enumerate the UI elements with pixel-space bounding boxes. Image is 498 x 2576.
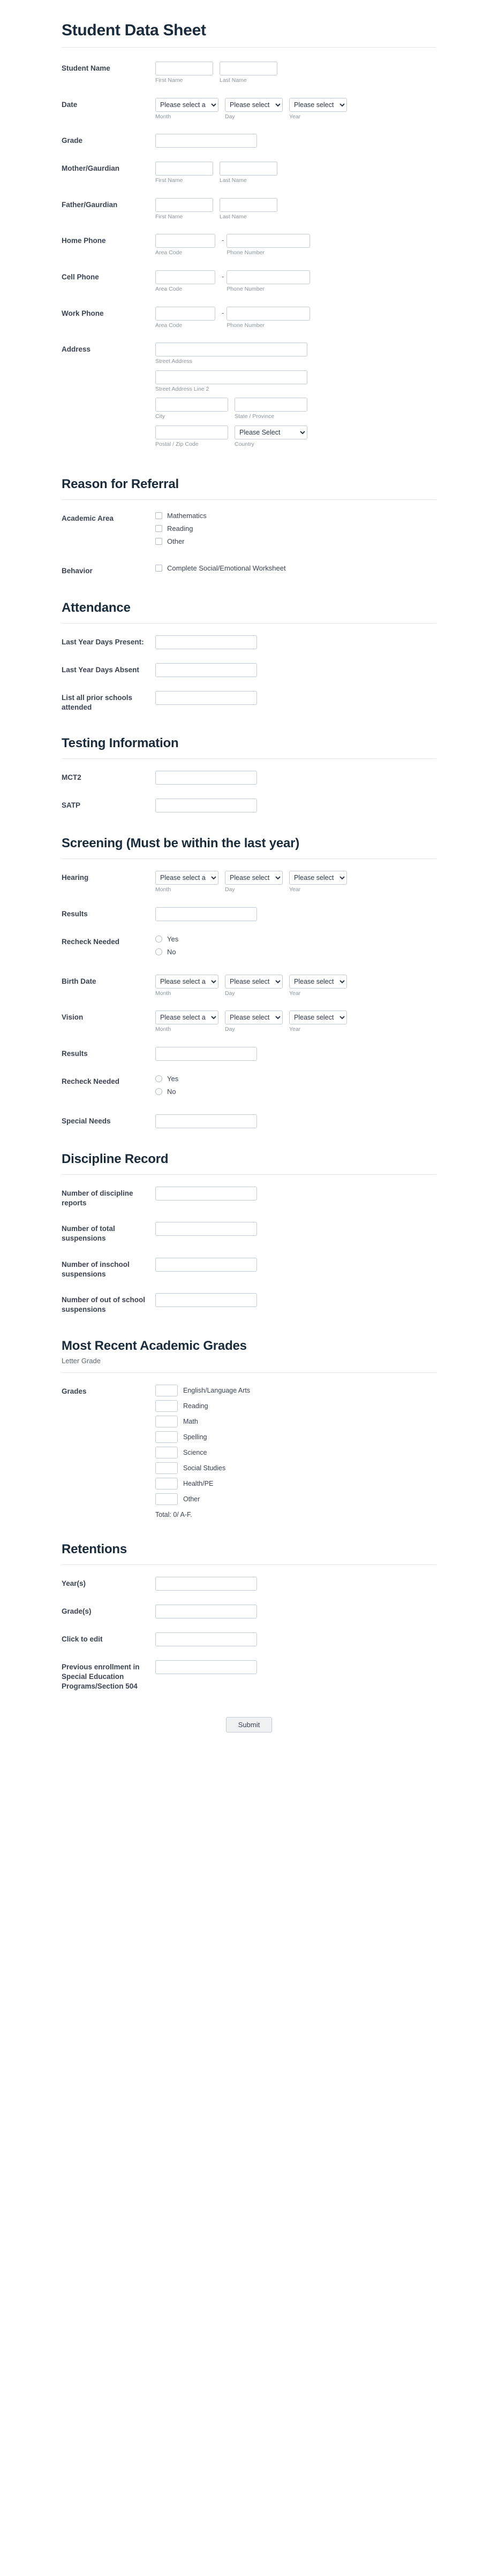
field-row-vision-results	[62, 1047, 436, 1061]
field-row-hearing-recheck	[62, 935, 436, 961]
label-mct2: MCT2	[62, 773, 81, 781]
section-heading-attendance: Attendance	[62, 600, 131, 615]
label-satp: SATP	[62, 801, 81, 809]
radio-hearing-recheck-no[interactable]	[155, 948, 436, 956]
field-row-vision	[62, 1010, 436, 1033]
label-father-guardian: Father/Gaurdian	[62, 200, 118, 209]
country-select[interactable]	[235, 425, 307, 439]
grade-input[interactable]	[155, 134, 257, 148]
address-fields	[155, 343, 436, 453]
retention-grades-fields	[155, 1605, 436, 1618]
checkbox-academic-reading[interactable]	[155, 525, 436, 533]
retention-years-fields	[155, 1577, 436, 1591]
inschool-suspensions-fields	[155, 1258, 436, 1272]
field-row-work-phone	[62, 307, 436, 329]
hearing-year-select[interactable]	[289, 871, 347, 885]
grade-subject-label: English/Language Arts	[183, 1386, 251, 1394]
sublabel-year: Year	[289, 113, 301, 120]
click-to-edit-fields	[155, 1632, 436, 1646]
field-row-days-absent	[62, 663, 436, 677]
radio-label: No	[167, 1087, 176, 1096]
grade-fields	[155, 134, 436, 148]
vision-results-input[interactable]	[155, 1047, 257, 1061]
sublabel-month: Month	[155, 113, 171, 120]
birth-day-select[interactable]	[225, 975, 283, 989]
label-num-out-of-school-suspensions: Number of out of school suspensions	[62, 1296, 145, 1314]
home-phone-number-input[interactable]	[227, 234, 310, 248]
grade-subject-label: Reading	[183, 1402, 208, 1410]
birth-date-fields	[155, 975, 436, 997]
sublabel-month: Month	[155, 990, 171, 997]
student-name-fields	[155, 62, 436, 84]
label-prior-schools: List all prior schools attended	[62, 693, 133, 711]
total-suspensions-fields	[155, 1222, 436, 1236]
checkbox-label: Other	[167, 537, 185, 545]
postal-zip-input[interactable]	[155, 425, 228, 439]
grade-subject-label: Spelling	[183, 1433, 207, 1441]
grade-row-english	[155, 1385, 436, 1396]
sublabel-day: Day	[225, 1026, 235, 1033]
checkbox-label: Mathematics	[167, 511, 207, 520]
section-divider-testing	[62, 758, 436, 759]
page-title: Student Data Sheet	[62, 21, 206, 39]
mother-guardian-fields	[155, 162, 436, 184]
field-row-retention-grades	[62, 1605, 436, 1618]
inschool-suspensions-input[interactable]	[155, 1258, 257, 1272]
prior-schools-input[interactable]	[155, 691, 257, 705]
work-phone-fields	[155, 307, 436, 329]
section-divider-referral	[62, 499, 436, 500]
section-heading-discipline: Discipline Record	[62, 1151, 169, 1166]
section-divider-grades	[62, 1372, 436, 1373]
phone-dash-separator: -	[222, 272, 224, 280]
hearing-month-select[interactable]	[155, 871, 218, 885]
retention-years-input[interactable]	[155, 1577, 257, 1591]
label-vision-recheck-needed: Recheck Needed	[62, 1077, 120, 1085]
cell-phone-area-code-input[interactable]	[155, 270, 215, 284]
title-divider	[62, 47, 436, 48]
home-phone-area-code-input[interactable]	[155, 234, 215, 248]
checkbox-icon[interactable]	[155, 565, 162, 572]
sublabel-last-name: Last Name	[220, 177, 247, 184]
field-row-academic-area	[62, 512, 436, 550]
out-of-school-suspensions-fields	[155, 1293, 436, 1307]
street-address-2-input[interactable]	[155, 370, 307, 384]
field-row-hearing	[62, 871, 436, 893]
grade-row-spelling	[155, 1431, 436, 1443]
grade-input-math[interactable]	[155, 1416, 178, 1427]
click-to-edit-input[interactable]	[155, 1632, 257, 1646]
days-absent-input[interactable]	[155, 663, 257, 677]
field-row-grades	[62, 1385, 436, 1518]
satp-fields	[155, 799, 436, 812]
radio-label: No	[167, 947, 176, 956]
cell-phone-fields	[155, 270, 436, 293]
date-day-select[interactable]	[225, 98, 283, 112]
radio-vision-recheck-yes[interactable]	[155, 1075, 436, 1083]
discipline-reports-fields	[155, 1187, 436, 1200]
sublabel-street-address-2: Street Address Line 2	[155, 385, 209, 392]
section-subtext-grades: Letter Grade	[62, 1356, 101, 1365]
sublabel-phone-number: Phone Number	[227, 249, 265, 256]
sublabel-postal-zip: Postal / Zip Code	[155, 440, 199, 447]
label-academic-area: Academic Area	[62, 514, 114, 522]
grade-subject-label: Math	[183, 1417, 198, 1425]
section-divider-discipline	[62, 1174, 436, 1175]
grade-input-science[interactable]	[155, 1447, 178, 1458]
sublabel-year: Year	[289, 1026, 301, 1033]
label-mother-guardian: Mother/Gaurdian	[62, 164, 120, 173]
checkbox-icon[interactable]	[155, 525, 162, 532]
radio-vision-recheck-no[interactable]	[155, 1088, 436, 1096]
father-last-name-input[interactable]	[220, 198, 277, 212]
section-divider-retentions	[62, 1564, 436, 1565]
retention-grades-input[interactable]	[155, 1605, 257, 1618]
home-phone-fields	[155, 234, 436, 256]
street-address-input[interactable]	[155, 343, 307, 356]
grade-subject-label: Health/PE	[183, 1479, 214, 1487]
hearing-date-fields	[155, 871, 436, 893]
mother-last-name-input[interactable]	[220, 162, 277, 176]
grade-row-other	[155, 1493, 436, 1505]
date-year-select[interactable]	[289, 98, 347, 112]
sublabel-city: City	[155, 413, 165, 420]
grade-subject-label: Science	[183, 1448, 207, 1456]
previous-enrollment-fields	[155, 1660, 436, 1674]
label-cell-phone: Cell Phone	[62, 272, 99, 281]
sublabel-year: Year	[289, 886, 301, 893]
label-num-discipline-reports: Number of discipline reports	[62, 1189, 133, 1207]
grade-row-reading	[155, 1400, 436, 1412]
checkbox-academic-mathematics[interactable]	[155, 512, 436, 520]
label-grade: Grade	[62, 136, 83, 145]
student-data-sheet-form	[62, 0, 436, 1765]
section-heading-testing: Testing Information	[62, 735, 179, 750]
label-vision-results: Results	[62, 1049, 88, 1058]
date-fields	[155, 98, 436, 120]
field-row-total-suspensions	[62, 1222, 436, 1243]
field-row-previous-enrollment	[62, 1660, 436, 1692]
section-heading-grades: Most Recent Academic Grades	[62, 1338, 247, 1353]
field-row-out-of-school-suspensions	[62, 1293, 436, 1314]
label-special-needs: Special Needs	[62, 1116, 111, 1125]
label-work-phone: Work Phone	[62, 309, 104, 317]
checkbox-academic-other[interactable]	[155, 537, 436, 545]
state-province-input[interactable]	[235, 398, 307, 412]
grade-row-social-studies	[155, 1462, 436, 1474]
prior-schools-fields	[155, 691, 436, 705]
hearing-day-select[interactable]	[225, 871, 283, 885]
cell-phone-number-input[interactable]	[227, 270, 310, 284]
sublabel-street-address: Street Address	[155, 358, 192, 365]
radio-icon[interactable]	[155, 936, 162, 943]
field-row-grade	[62, 134, 436, 148]
sublabel-day: Day	[225, 113, 235, 120]
label-birth-date: Birth Date	[62, 977, 96, 985]
label-last-year-days-present: Last Year Days Present:	[62, 637, 144, 646]
label-behavior: Behavior	[62, 566, 93, 575]
father-guardian-fields	[155, 198, 436, 221]
radio-label: Yes	[167, 1074, 179, 1083]
label-student-name: Student Name	[62, 64, 110, 72]
field-row-date	[62, 98, 436, 120]
father-first-name-input[interactable]	[155, 198, 213, 212]
hearing-results-input[interactable]	[155, 907, 257, 921]
grade-input-spelling[interactable]	[155, 1431, 178, 1443]
field-row-address	[62, 343, 436, 453]
section-heading-referral: Reason for Referral	[62, 476, 179, 491]
label-vision: Vision	[62, 1013, 84, 1022]
section-divider-attendance	[62, 623, 436, 624]
label-num-total-suspensions: Number of total suspensions	[62, 1225, 115, 1243]
work-phone-area-code-input[interactable]	[155, 307, 215, 321]
days-present-fields	[155, 635, 436, 649]
mct2-input[interactable]	[155, 771, 257, 785]
label-hearing-recheck-needed: Recheck Needed	[62, 937, 120, 946]
submit-row	[62, 1717, 436, 1732]
grade-input-social-studies[interactable]	[155, 1462, 178, 1474]
checkbox-label: Reading	[167, 524, 193, 533]
grade-input-reading[interactable]	[155, 1400, 178, 1412]
sublabel-last-name: Last Name	[220, 213, 247, 220]
field-row-behavior	[62, 564, 436, 577]
label-last-year-days-absent: Last Year Days Absent	[62, 665, 139, 674]
sublabel-month: Month	[155, 886, 171, 893]
label-grades: Grades	[62, 1387, 87, 1395]
work-phone-number-input[interactable]	[227, 307, 310, 321]
grade-total-text: Total: 0/ A-F.	[155, 1510, 192, 1518]
field-row-satp	[62, 799, 436, 812]
vision-date-fields	[155, 1010, 436, 1033]
sublabel-day: Day	[225, 990, 235, 997]
field-row-retention-years	[62, 1577, 436, 1591]
sublabel-country: Country	[235, 440, 254, 447]
satp-input[interactable]	[155, 799, 257, 812]
vision-day-select[interactable]	[225, 1010, 283, 1024]
special-needs-fields	[155, 1114, 436, 1128]
special-needs-input[interactable]	[155, 1114, 257, 1128]
label-hearing: Hearing	[62, 873, 89, 882]
radio-icon[interactable]	[155, 1075, 162, 1082]
behavior-checkbox-group	[155, 564, 436, 577]
section-divider-screening	[62, 858, 436, 859]
label-retention-grades: Grade(s)	[62, 1607, 92, 1615]
phone-dash-separator: -	[222, 308, 224, 317]
sublabel-phone-number: Phone Number	[227, 322, 265, 329]
radio-icon[interactable]	[155, 1088, 162, 1095]
out-of-school-suspensions-input[interactable]	[155, 1293, 257, 1307]
vision-results-fields	[155, 1047, 436, 1061]
grade-row-math	[155, 1416, 436, 1427]
birth-month-select[interactable]	[155, 975, 218, 989]
field-row-click-to-edit	[62, 1632, 436, 1646]
city-input[interactable]	[155, 398, 228, 412]
field-row-student-name	[62, 62, 436, 84]
grade-input-other[interactable]	[155, 1493, 178, 1505]
checkbox-icon[interactable]	[155, 538, 162, 545]
phone-dash-separator: -	[222, 236, 224, 245]
sublabel-area-code: Area Code	[155, 249, 183, 256]
sublabel-state-province: State / Province	[235, 413, 275, 420]
section-heading-screening: Screening (Must be within the last year)	[62, 835, 300, 850]
field-row-home-phone	[62, 234, 436, 256]
hearing-recheck-radio-group	[155, 935, 436, 961]
label-hearing-results: Results	[62, 909, 88, 918]
label-click-to-edit: Click to edit	[62, 1635, 103, 1643]
label-num-inschool-suspensions: Number of inschool suspensions	[62, 1260, 130, 1278]
label-home-phone: Home Phone	[62, 237, 106, 245]
grade-subject-label: Other	[183, 1495, 200, 1503]
field-row-vision-recheck	[62, 1075, 436, 1100]
field-row-days-present	[62, 635, 436, 649]
mct2-fields	[155, 771, 436, 785]
vision-recheck-radio-group	[155, 1075, 436, 1100]
grades-subject-list	[155, 1385, 436, 1518]
field-row-birth-date	[62, 975, 436, 997]
sublabel-phone-number: Phone Number	[227, 285, 265, 292]
grade-input-english[interactable]	[155, 1385, 178, 1396]
field-row-mct2	[62, 771, 436, 785]
sublabel-first-name: First Name	[155, 77, 183, 83]
field-row-special-needs	[62, 1114, 436, 1128]
date-month-select[interactable]	[155, 98, 218, 112]
grade-input-health-pe[interactable]	[155, 1478, 178, 1490]
sublabel-day: Day	[225, 886, 235, 893]
hearing-results-fields	[155, 907, 436, 921]
radio-hearing-recheck-yes[interactable]	[155, 935, 436, 943]
academic-area-checkbox-group	[155, 512, 436, 550]
vision-year-select[interactable]	[289, 1010, 347, 1024]
sublabel-area-code: Area Code	[155, 322, 183, 329]
field-row-prior-schools	[62, 691, 436, 712]
radio-icon[interactable]	[155, 948, 162, 955]
discipline-reports-input[interactable]	[155, 1187, 257, 1200]
checkbox-behavior-social-emotional[interactable]	[155, 564, 436, 572]
sublabel-last-name: Last Name	[220, 77, 247, 83]
section-heading-retentions: Retentions	[62, 1541, 127, 1556]
total-suspensions-input[interactable]	[155, 1222, 257, 1236]
student-first-name-input[interactable]	[155, 62, 213, 75]
days-present-input[interactable]	[155, 635, 257, 649]
radio-label: Yes	[167, 934, 179, 943]
previous-enrollment-input[interactable]	[155, 1660, 257, 1674]
mother-first-name-input[interactable]	[155, 162, 213, 176]
checkbox-icon[interactable]	[155, 512, 162, 519]
sublabel-year: Year	[289, 990, 301, 997]
days-absent-fields	[155, 663, 436, 677]
field-row-cell-phone	[62, 270, 436, 293]
label-address: Address	[62, 345, 91, 354]
field-row-father-guardian	[62, 198, 436, 221]
field-row-hearing-results	[62, 907, 436, 921]
field-row-mother-guardian	[62, 162, 436, 184]
sublabel-month: Month	[155, 1026, 171, 1033]
submit-button[interactable]: Submit	[226, 1717, 272, 1732]
sublabel-area-code: Area Code	[155, 285, 183, 292]
checkbox-label: Complete Social/Emotional Worksheet	[167, 564, 286, 572]
field-row-inschool-suspensions	[62, 1258, 436, 1279]
label-retention-years: Year(s)	[62, 1579, 86, 1587]
grade-row-science	[155, 1447, 436, 1458]
grade-row-health-pe	[155, 1478, 436, 1490]
birth-year-select[interactable]	[289, 975, 347, 989]
sublabel-first-name: First Name	[155, 213, 183, 220]
sublabel-first-name: First Name	[155, 177, 183, 184]
student-last-name-input[interactable]	[220, 62, 277, 75]
vision-month-select[interactable]	[155, 1010, 218, 1024]
label-date: Date	[62, 100, 78, 109]
label-previous-enrollment: Previous enrollment in Special Education Programs/Section 504	[62, 1662, 140, 1690]
field-row-discipline-reports	[62, 1187, 436, 1208]
grade-subject-label: Social Studies	[183, 1464, 226, 1472]
